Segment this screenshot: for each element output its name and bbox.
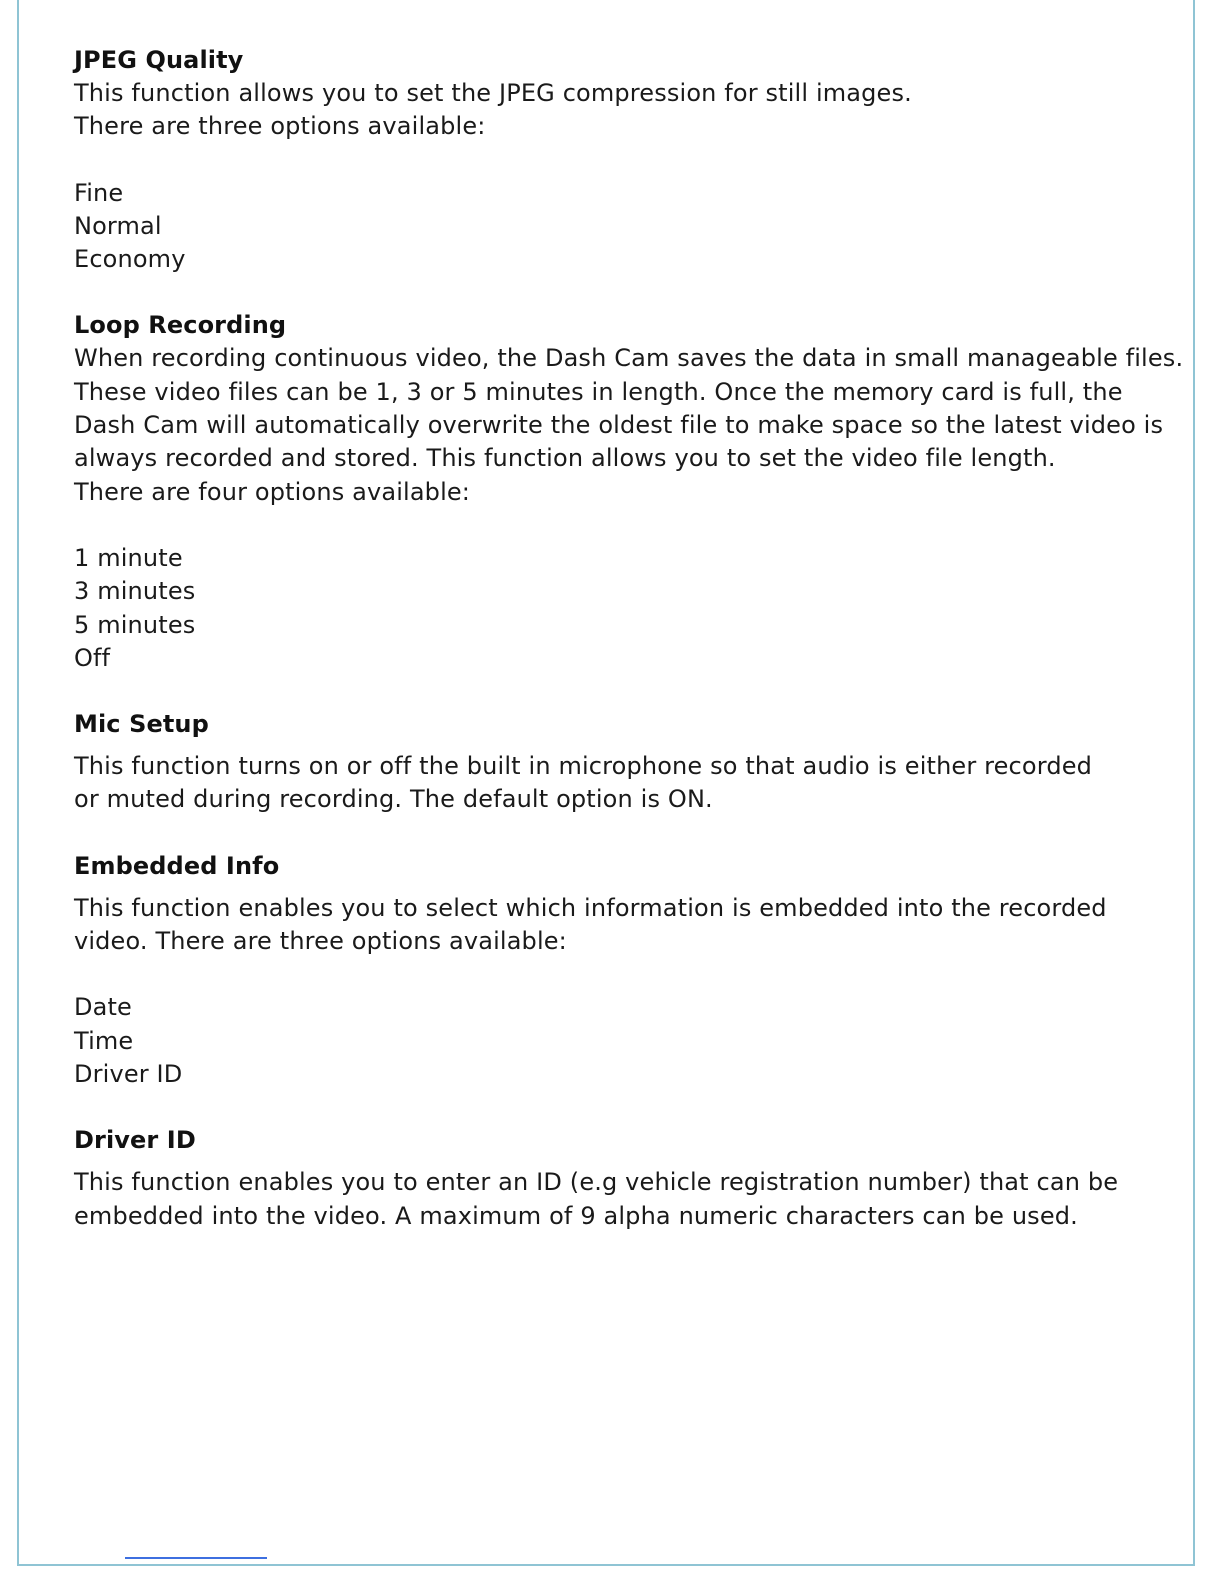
section-title-mic-setup: Mic Setup — [74, 710, 209, 739]
option-item: Time — [74, 1026, 134, 1055]
options-list-jpeg-quality — [74, 177, 1194, 277]
paragraph-line: always recorded and stored. This function allows you to set the video file length. — [74, 444, 1056, 473]
section-title-jpeg-quality: JPEG Quality — [74, 46, 244, 74]
option-item: 5 minutes — [74, 610, 196, 639]
paragraph-line: This function turns on or off the built in microphone so that audio is either recorded — [74, 752, 1093, 781]
section-embedded-info — [74, 850, 1194, 1091]
option-item: 1 minute — [74, 543, 183, 572]
section-title-loop-recording: Loop Recording — [74, 311, 287, 340]
paragraph-line: embedded into the video. A maximum of 9 alpha numeric characters can be used. — [74, 1201, 1078, 1230]
option-item: 3 minutes — [74, 577, 196, 606]
options-list-embedded-info — [74, 991, 1194, 1091]
section-loop-recording — [74, 309, 1194, 675]
paragraph-line: Dash Cam will automatically overwrite the oldest file to make space so the latest video is — [74, 411, 1164, 440]
section-title-embedded-info: Embedded Info — [74, 851, 280, 880]
paragraph-line: There are three options available: — [74, 112, 486, 141]
section-title-driver-id: Driver ID — [74, 1126, 196, 1155]
option-item: Off — [74, 643, 111, 672]
paragraph-line: or muted during recording. The default option is ON. — [74, 785, 713, 814]
paragraph-line: video. There are three options available: — [74, 927, 567, 956]
document-body — [74, 44, 1194, 1233]
paragraph-line: These video files can be 1, 3 or 5 minutes in length. Once the memory card is full, the — [74, 377, 1123, 406]
options-list-loop-recording — [74, 542, 1194, 675]
paragraph-line: This function allows you to set the JPEG compression for still images. — [74, 79, 912, 107]
option-item: Economy — [74, 245, 186, 274]
section-mic-setup — [74, 708, 1194, 817]
paragraph-line: When recording continuous video, the Dash Cam saves the data in small manageable files. — [74, 344, 1184, 373]
paragraph-line: This function enables you to enter an ID (e.g vehicle registration number) that can be — [74, 1168, 1119, 1197]
option-item: Fine — [74, 178, 124, 207]
option-item: Driver ID — [74, 1059, 183, 1088]
section-driver-id — [74, 1124, 1194, 1233]
option-item: Date — [74, 993, 132, 1022]
option-item: Normal — [74, 211, 162, 240]
paragraph-line: There are four options available: — [74, 477, 471, 506]
footer-divider — [125, 1557, 267, 1559]
section-jpeg-quality — [74, 44, 1194, 276]
paragraph-line: This function enables you to select which information is embedded into the recorded — [74, 893, 1107, 922]
